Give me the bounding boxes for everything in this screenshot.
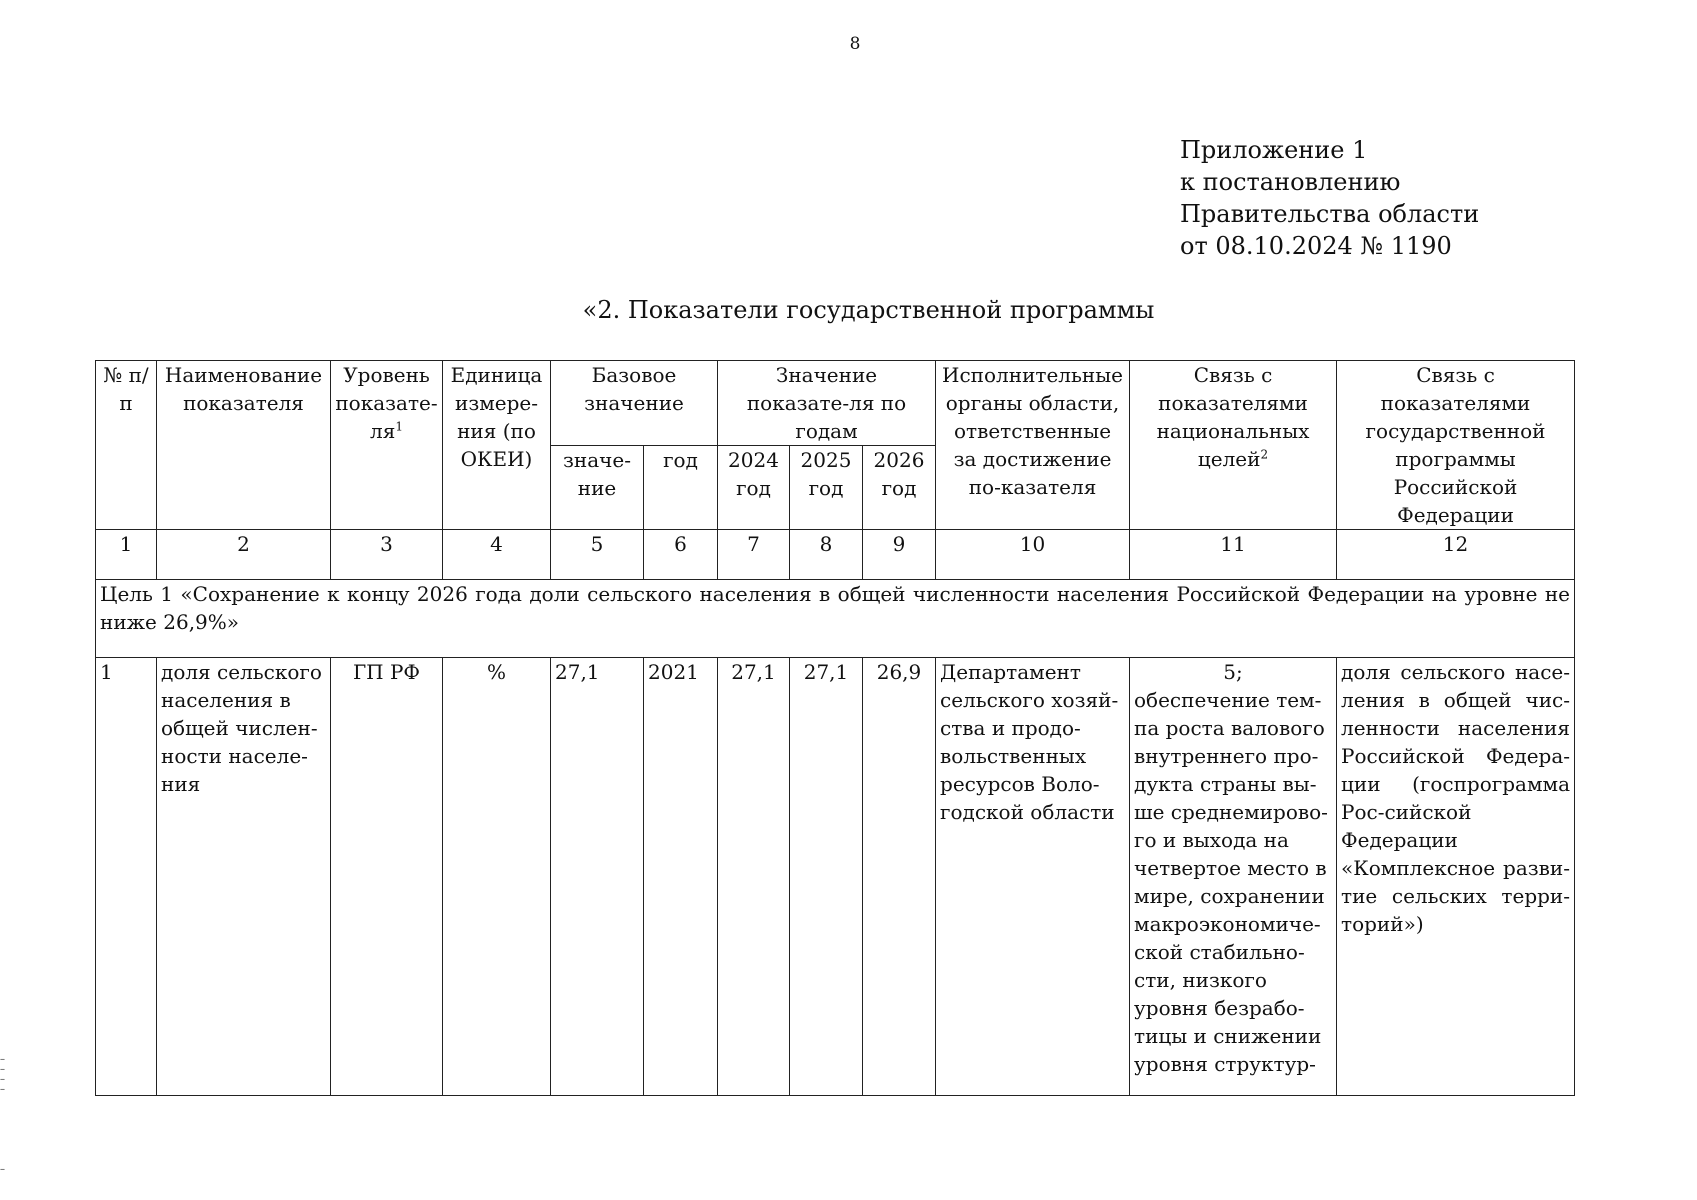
header-national-goals-footnote: 2 [1260,447,1269,462]
page-number: 8 [849,34,861,54]
indicators-table [95,360,1575,1096]
appendix-line-1: Приложение 1 [1180,136,1368,164]
section-title: «2. Показатели государственной программы [582,296,1155,324]
column-number-7: 7 [718,530,790,580]
header-level-text: Уровень показате-ля [335,363,438,443]
row-level: ГП РФ [331,658,443,1096]
appendix-line-3: Правительства области [1180,200,1480,228]
appendix-line-2: к постановлению [1180,168,1401,196]
row-value-2024: 27,1 [718,658,790,1096]
header-base: Базовое значение [551,361,718,446]
column-number-11: 11 [1130,530,1337,580]
row-national-goal-text: обеспечение тем-па роста валового внутреннего про-дукта страны вы-ше среднемирово-го и выхода на четвертое место в мире, сохранении макроэкономиче-ской стабильно-сти, низкого уровня безрабо-тицы и снижении уровня структур- [1134,688,1328,1076]
row-executor: Департамент сельского хозяй-ства и продо-вольственных ресурсов Воло-годской области [936,658,1130,1096]
header-name: Наименование показателя [157,361,331,530]
header-2025: 2025 год [790,446,863,530]
row-national-goal-number: 5; [1223,660,1243,684]
header-national-goals-text: Связь с показателями национальных целей [1156,363,1310,471]
column-number-5: 5 [551,530,644,580]
header-num: № п/п [96,361,157,530]
header-2024: 2024 год [718,446,790,530]
row-base-year: 2021 [644,658,718,1096]
row-value-2025: 27,1 [790,658,863,1096]
header-2026: 2026 год [863,446,936,530]
column-number-9: 9 [863,530,936,580]
column-number-1: 1 [96,530,157,580]
header-years-group: Значение показате-ля по годам [718,361,936,446]
header-base-year: год [644,446,718,530]
column-number-8: 8 [790,530,863,580]
row-unit: % [443,658,551,1096]
row-national-goals [1130,658,1337,1096]
row-base-value: 27,1 [551,658,644,1096]
header-national-goals [1130,361,1337,530]
table-row [96,658,1575,1096]
column-numbers-row [96,530,1575,580]
row-value-2026: 26,9 [863,658,936,1096]
goal-text: Цель 1 «Сохранение к концу 2026 года доли сельского населения в общей численности населения Российской Федерации на уровне не ниже 26,9%» [96,580,1575,658]
header-level [331,361,443,530]
column-number-4: 4 [443,530,551,580]
row-rf-program: доля сельского насе-ления в общей чис-ленности населения Российской Федера-ции (госпрограмма Рос-сийской Федерации «Комплексное разви-тие сельских терри-торий») [1337,658,1575,1096]
header-rf-program: Связь с показателями государственной программы Российской Федерации [1337,361,1575,530]
header-base-value: значе-ние [551,446,644,530]
appendix-line-4: от 08.10.2024 № 1190 [1180,232,1452,260]
row-name: доля сельского населения в общей числен-ности населе-ния [157,658,331,1096]
header-level-footnote: 1 [395,419,403,434]
column-number-10: 10 [936,530,1130,580]
header-executors: Исполнительные органы области, ответственные за достижение по-казателя [936,361,1130,530]
column-number-2: 2 [157,530,331,580]
row-num: 1 [96,658,157,1096]
header-unit: Единица измере-ния (по ОКЕИ) [443,361,551,530]
column-number-6: 6 [644,530,718,580]
goal-row [96,580,1575,658]
column-number-3: 3 [331,530,443,580]
appendix-block [1180,134,1479,262]
column-number-12: 12 [1337,530,1575,580]
scan-margin-marks: – – – – – [0,1054,5,1175]
